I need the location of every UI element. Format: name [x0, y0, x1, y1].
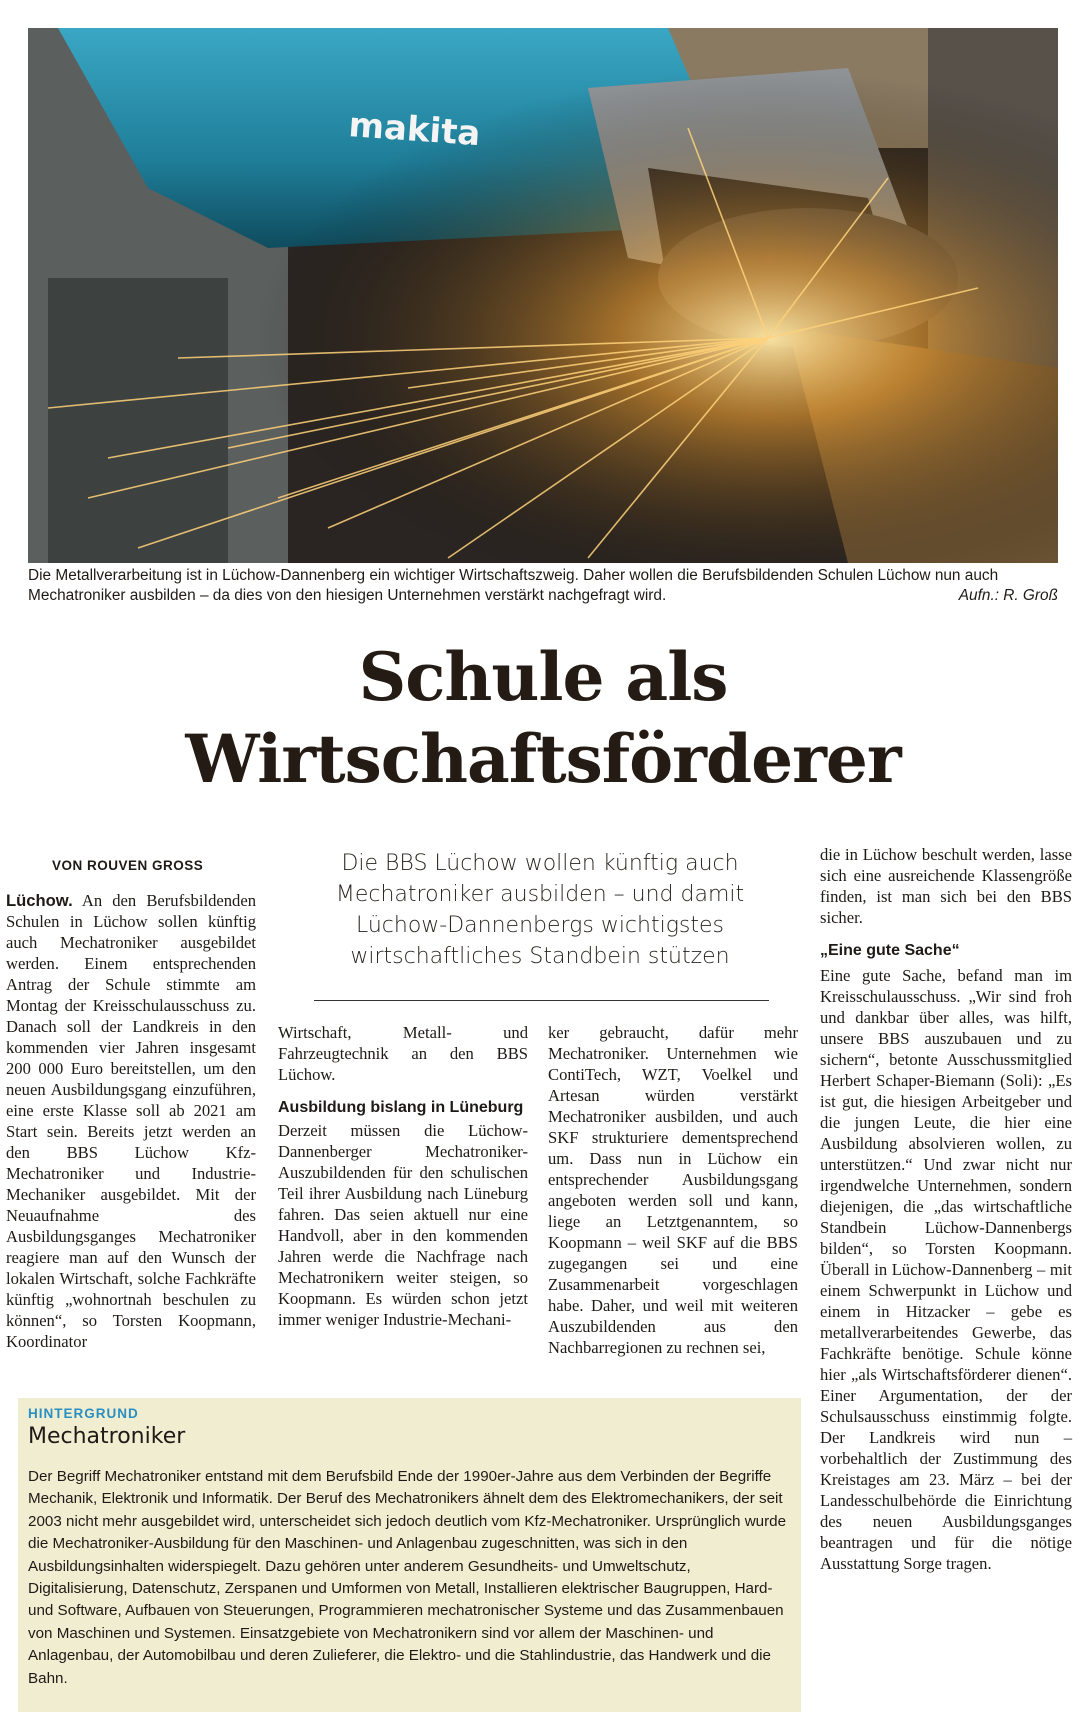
deck-subheadline: Die BBS Lüchow wollen künftig auch Mechatroniker ausbilden – und damit Lüchow-Dannenbergs wichtigstes wirtschaftliches Standbein stützen	[335, 851, 745, 969]
box-title: Mechatroniker	[28, 1424, 186, 1449]
box-text: Der Begriff Mechatroniker entstand mit dem Berufsbild Ende der 1990er-Jahre aus dem Verbinden der Begriffe Mechanik, Elektronik und Informatik. Der Beruf des Mechatronikers ähnelt dem des Elektromechanikers, der seit 2003 nicht mehr ausgebildet wird, unterscheidet sich jedoch deutlich vom Kfz-Mechatroniker. Ursprünglich wurde die Mechatroniker-Ausbildung für den Maschinen- und Anlagenbau zugeschnitten, was sich in den Ausbildungsinhalten widerspiegelt. Dazu gehören unter anderem Gesundheits- und Umweltschutz, Digitalisierung, Datenschutz, Zerspanen und Umformen von Metall, Installieren elektrischer Baugruppen, Hard- und Software, Aufbauen von Steuerungen, Programmieren mechatronischer Systeme und das Zusammenbauen von Maschinen und Systemen. Einsatzgebiete von Mechatronikern sind vor allem der Maschinen- und Anlagenbau, der Automobilbau und deren Zulieferer, die Elektro- und die Stahlindustrie, das Handwerk und die Bahn.	[28, 1468, 787, 1687]
article-column-4	[820, 844, 1072, 1574]
photo-credit: Aufn.: R. Groß	[958, 587, 1058, 604]
column-1-text: An den Berufsbildenden Schulen in Lüchow sollen künftig auch Mechatroniker ausgebildet werden. Einem entsprechenden Antrag der Schule stimmte am Montag der Kreisschulausschuss zu. Danach soll der Landkreis in den kommenden vier Jahren insgesamt 200 000 Euro bereitstellen, um den neuen Ausbildungsgang einzuführen, eine erste Klasse soll ab 2021 am Start sein. Bereits jetzt werden an den BBS Lüchow Kfz-Mechatroniker und Industrie-Mechaniker ausgebildet. Mit der Neuaufnahme des Ausbildungsganges Mechatroniker reagiere man auf den Wunsch der lokalen Wirtschaft, solche Fachkräfte künftig „wohnortnah beschulen zu können“, so Torsten Koopmann, Koordinator	[6, 891, 256, 1351]
column-2-paragraph-1: Wirtschaft, Metall- und Fahrzeugtechnik an den BBS Lüchow.	[278, 1023, 528, 1084]
article-column-1	[6, 890, 256, 1352]
byline: VON ROUVEN GROSS	[52, 858, 204, 873]
photo-caption	[28, 566, 1058, 606]
article-column-3	[548, 1022, 798, 1358]
column-3-text: ker gebraucht, dafür mehr Mechatroniker. Unternehmen wie ContiTech, WZT, Voelkel und Artesan würden verstärkt Mechatroniker ausbilden, und auch SKF strukturiere dementsprechend um. Dass nun in Lüchow ein entsprechender Ausbildungsgang angeboten werden soll und kann, liege an Letztgenanntem, so Koopmann – weil SKF auf die BBS zugegangen sei und eine Zusammenarbeit vorgeschlagen habe. Daher, und weil mit weiteren Auszubildenden aus den Nachbarregionen zu rechnen sei,	[548, 1023, 798, 1357]
article-photo	[28, 28, 1058, 563]
grinder-sparks-image	[28, 28, 1058, 563]
headline-line-2: Wirtschaftsförderer	[185, 720, 901, 798]
subhead-ausbildung: Ausbildung bislang in Lüneburg	[278, 1099, 524, 1116]
column-2-paragraph-2: Derzeit müssen die Lüchow-Dannenberger Mechatroniker-Auszubildenden für den schulischen Teil ihrer Ausbildung nach Lüneburg fahren. Das seien aktuell nur eine Handvoll, aber in den kommenden Jahren werde die Nachfrage nach Mechatronikern weiter steigen, so Koopmann. Es würden schon jetzt immer weniger Industrie-Mechani-	[278, 1121, 528, 1329]
caption-text: Die Metallverarbeitung ist in Lüchow-Dannenberg ein wichtiger Wirtschaftszweig. Daher wollen die Berufsbildenden Schulen Lüchow nun auch Mechatroniker ausbilden – da dies von den hiesigen Unternehmen verstärkt nachgefragt wird.	[28, 567, 999, 604]
headline	[0, 636, 1086, 800]
box-kicker: HINTERGRUND	[28, 1406, 139, 1421]
column-4-paragraph-1: die in Lüchow beschult werden, lasse sich eine ausreichende Klassengröße finden, ist man sich bei den BBS sicher.	[820, 845, 1072, 927]
dateline: Lüchow.	[6, 891, 73, 910]
article-column-2	[278, 1022, 528, 1330]
subhead-gute-sache: „Eine gute Sache“	[820, 942, 960, 959]
deck-divider	[314, 1000, 769, 1001]
makita-logo: makita	[347, 105, 482, 155]
column-4-paragraph-2: Eine gute Sache, befand man im Kreisschulausschuss. „Wir sind froh und dankbar über alles, was hilft, unsere BBS auszubauen und zu sichern“, betonte Ausschussmitglied Herbert Schaper-Biemann (Soli): „Es ist gut, die hiesigen Arbeitgeber und die jungen Leute, die hier eine Ausbildung absolvieren wollen, zu unterstützen.“ Und zwar nicht nur irgendwelche Unternehmen, sondern diejenigen, die „das wirtschaftliche Standbein Lüchow-Dannenbergs bilden“, so Torsten Koopmann. Überall in Lüchow-Dannenberg – mit einem Schwerpunkt in Lüchow und einem in Hitzacker – gebe es metallverarbeitendes Gewerbe, das Fachkräfte benötige. Schule könne hier „als Wirtschaftsförderer dienen“. Einer Argumentation, der der Schulsausschuss einstimmig folgte. Der Landkreis wird nun – vorbehaltlich der Zustimmung des Kreistages am 23. März – bei der Landesschulbehörde die Einrichtung des neuen Ausbildungsganges beantragen und für die nötige Ausstattung Sorge tragen.	[820, 966, 1072, 1573]
headline-line-1: Schule als	[358, 638, 728, 716]
